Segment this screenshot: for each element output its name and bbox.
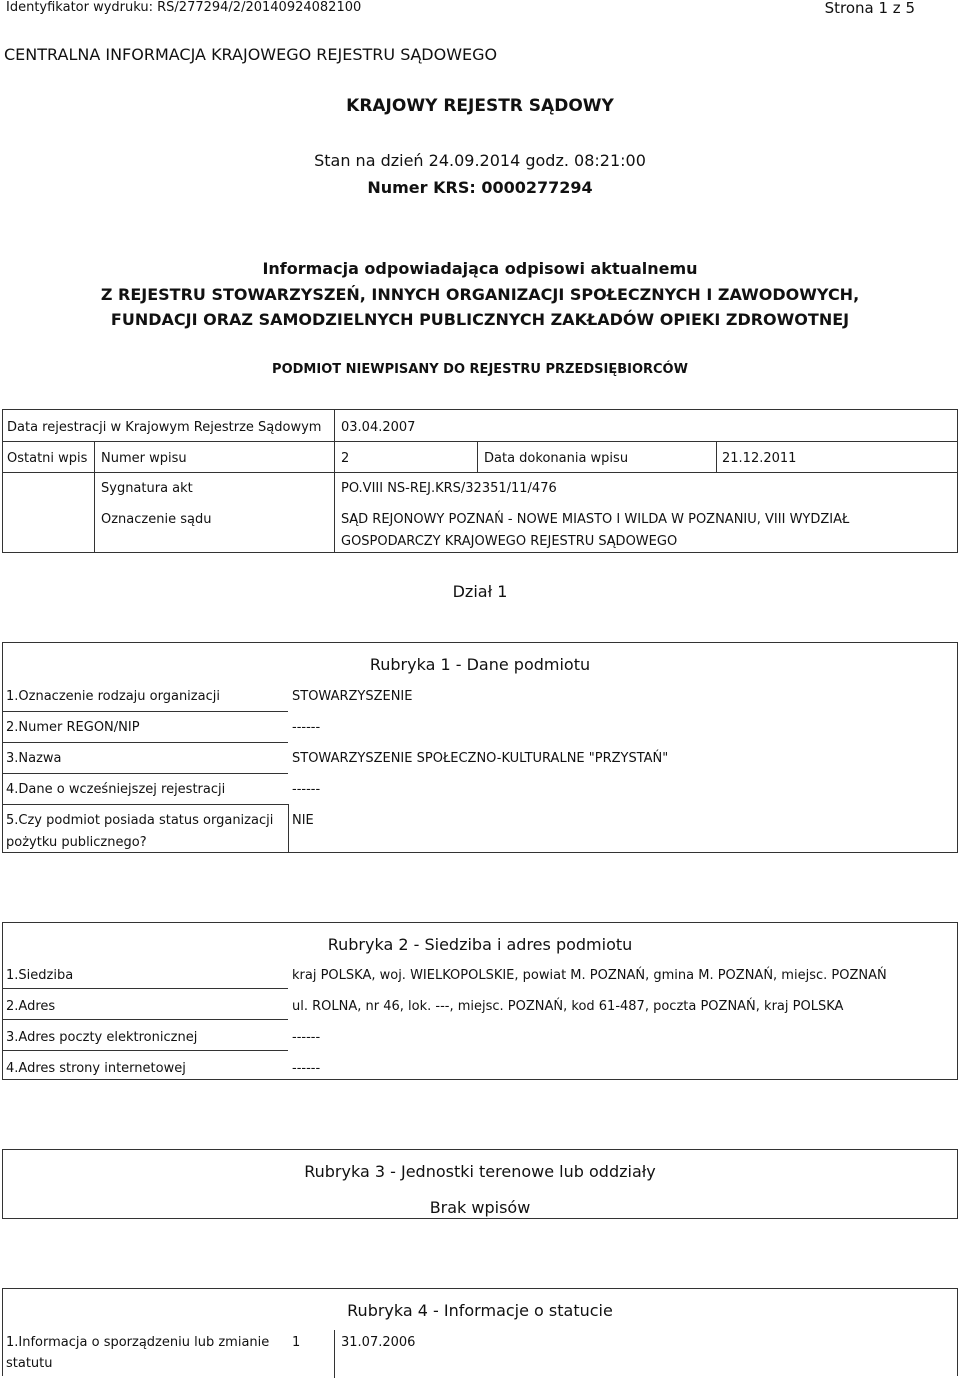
r1-value-2: ------ [292,720,321,735]
entry-number-label: Numer wpisu [101,451,187,466]
rubryka-2-title: Rubryka 2 - Siedziba i adres podmiotu [327,935,633,954]
info-line-2: Z REJESTRU STOWARZYSZEŃ, INNYCH ORGANIZACJI SPOŁECZNYCH I ZAWODOWYCH, [100,285,860,304]
document-id: Identyfikator wydruku: RS/277294/2/20140924082100 [6,0,362,15]
institution-name: CENTRALNA INFORMACJA KRAJOWEGO REJESTRU SĄDOWEGO [4,45,498,64]
signature-value: PO.VIII NS-REJ.KRS/32351/11/476 [341,481,557,496]
rubryka-3-empty: Brak wpisów [429,1198,531,1217]
court-label: Oznaczenie sądu [101,512,212,527]
rubryka-4-title: Rubryka 4 - Informacje o statucie [347,1301,613,1320]
info-line-1: Informacja odpowiadająca odpisowi aktualnemu [262,259,698,278]
registry-title: KRAJOWY REJESTR SĄDOWY [346,96,614,116]
not-entered-notice: PODMIOT NIEWPISANY DO REJESTRU PRZEDSIĘBIORCÓW [272,362,688,377]
r2-label-2: 2.Adres [6,999,56,1014]
r1-label-3: 3.Nazwa [6,751,62,766]
r2-label-1: 1.Siedziba [6,968,74,983]
r2-value-3: ------ [292,1030,321,1045]
section-title: Dział 1 [452,582,508,601]
r4-label-1-line-2: statutu [6,1356,53,1371]
r2-label-4: 4.Adres strony internetowej [6,1061,186,1076]
r1-value-5: NIE [292,813,314,828]
r1-value-3: STOWARZYSZENIE SPOŁECZNO-KULTURALNE "PRZYSTAŃ" [292,751,669,766]
registration-date-value: 03.04.2007 [341,420,416,435]
r1-label-5-line-1: 5.Czy podmiot posiada status organizacji [6,813,274,828]
court-value-line-1: SĄD REJONOWY POZNAŃ - NOWE MIASTO I WILDA W POZNANIU, VIII WYDZIAŁ [341,512,850,527]
r1-label-5-line-2: pożytku publicznego? [6,835,147,850]
r4-entry-date: 31.07.2006 [341,1335,416,1350]
court-value-line-2: GOSPODARCZY KRAJOWEGO REJESTRU SĄDOWEGO [341,534,678,549]
registration-date-label: Data rejestracji w Krajowym Rejestrze Sądowym [7,420,322,435]
last-entry-label: Ostatni wpis [7,451,88,466]
krs-number: Numer KRS: 0000277294 [367,178,593,197]
state-date: Stan na dzień 24.09.2014 godz. 08:21:00 [314,151,646,170]
rubryka-3-title: Rubryka 3 - Jednostki terenowe lub oddziały [304,1162,656,1181]
r4-entry-number: 1 [292,1335,301,1350]
r1-value-1: STOWARZYSZENIE [292,689,413,704]
r2-value-1: kraj POLSKA, woj. WIELKOPOLSKIE, powiat M. POZNAŃ, gmina M. POZNAŃ, miejsc. POZNAŃ [292,968,887,983]
r1-label-1: 1.Oznaczenie rodzaju organizacji [6,689,220,704]
rubryka-1-title: Rubryka 1 - Dane podmiotu [369,655,591,674]
entry-date-value: 21.12.2011 [722,451,797,466]
signature-label: Sygnatura akt [101,481,193,496]
r2-label-3: 3.Adres poczty elektronicznej [6,1030,198,1045]
entry-date-label: Data dokonania wpisu [484,451,629,466]
r1-label-2: 2.Numer REGON/NIP [6,720,140,735]
r2-value-2: ul. ROLNA, nr 46, lok. ---, miejsc. POZNAŃ, kod 61-487, poczta POZNAŃ, kraj POLSKA [292,999,844,1014]
r1-value-4: ------ [292,782,321,797]
r2-value-4: ------ [292,1061,321,1076]
r4-label-1-line-1: 1.Informacja o sporządzeniu lub zmianie [6,1335,270,1350]
r1-label-4: 4.Dane o wcześniejszej rejestracji [6,782,226,797]
info-line-3: FUNDACJI ORAZ SAMODZIELNYCH PUBLICZNYCH ZAKŁADÓW OPIEKI ZDROWOTNEJ [110,310,850,329]
entry-number-value: 2 [341,451,350,466]
page-number: Strona 1 z 5 [824,0,915,17]
